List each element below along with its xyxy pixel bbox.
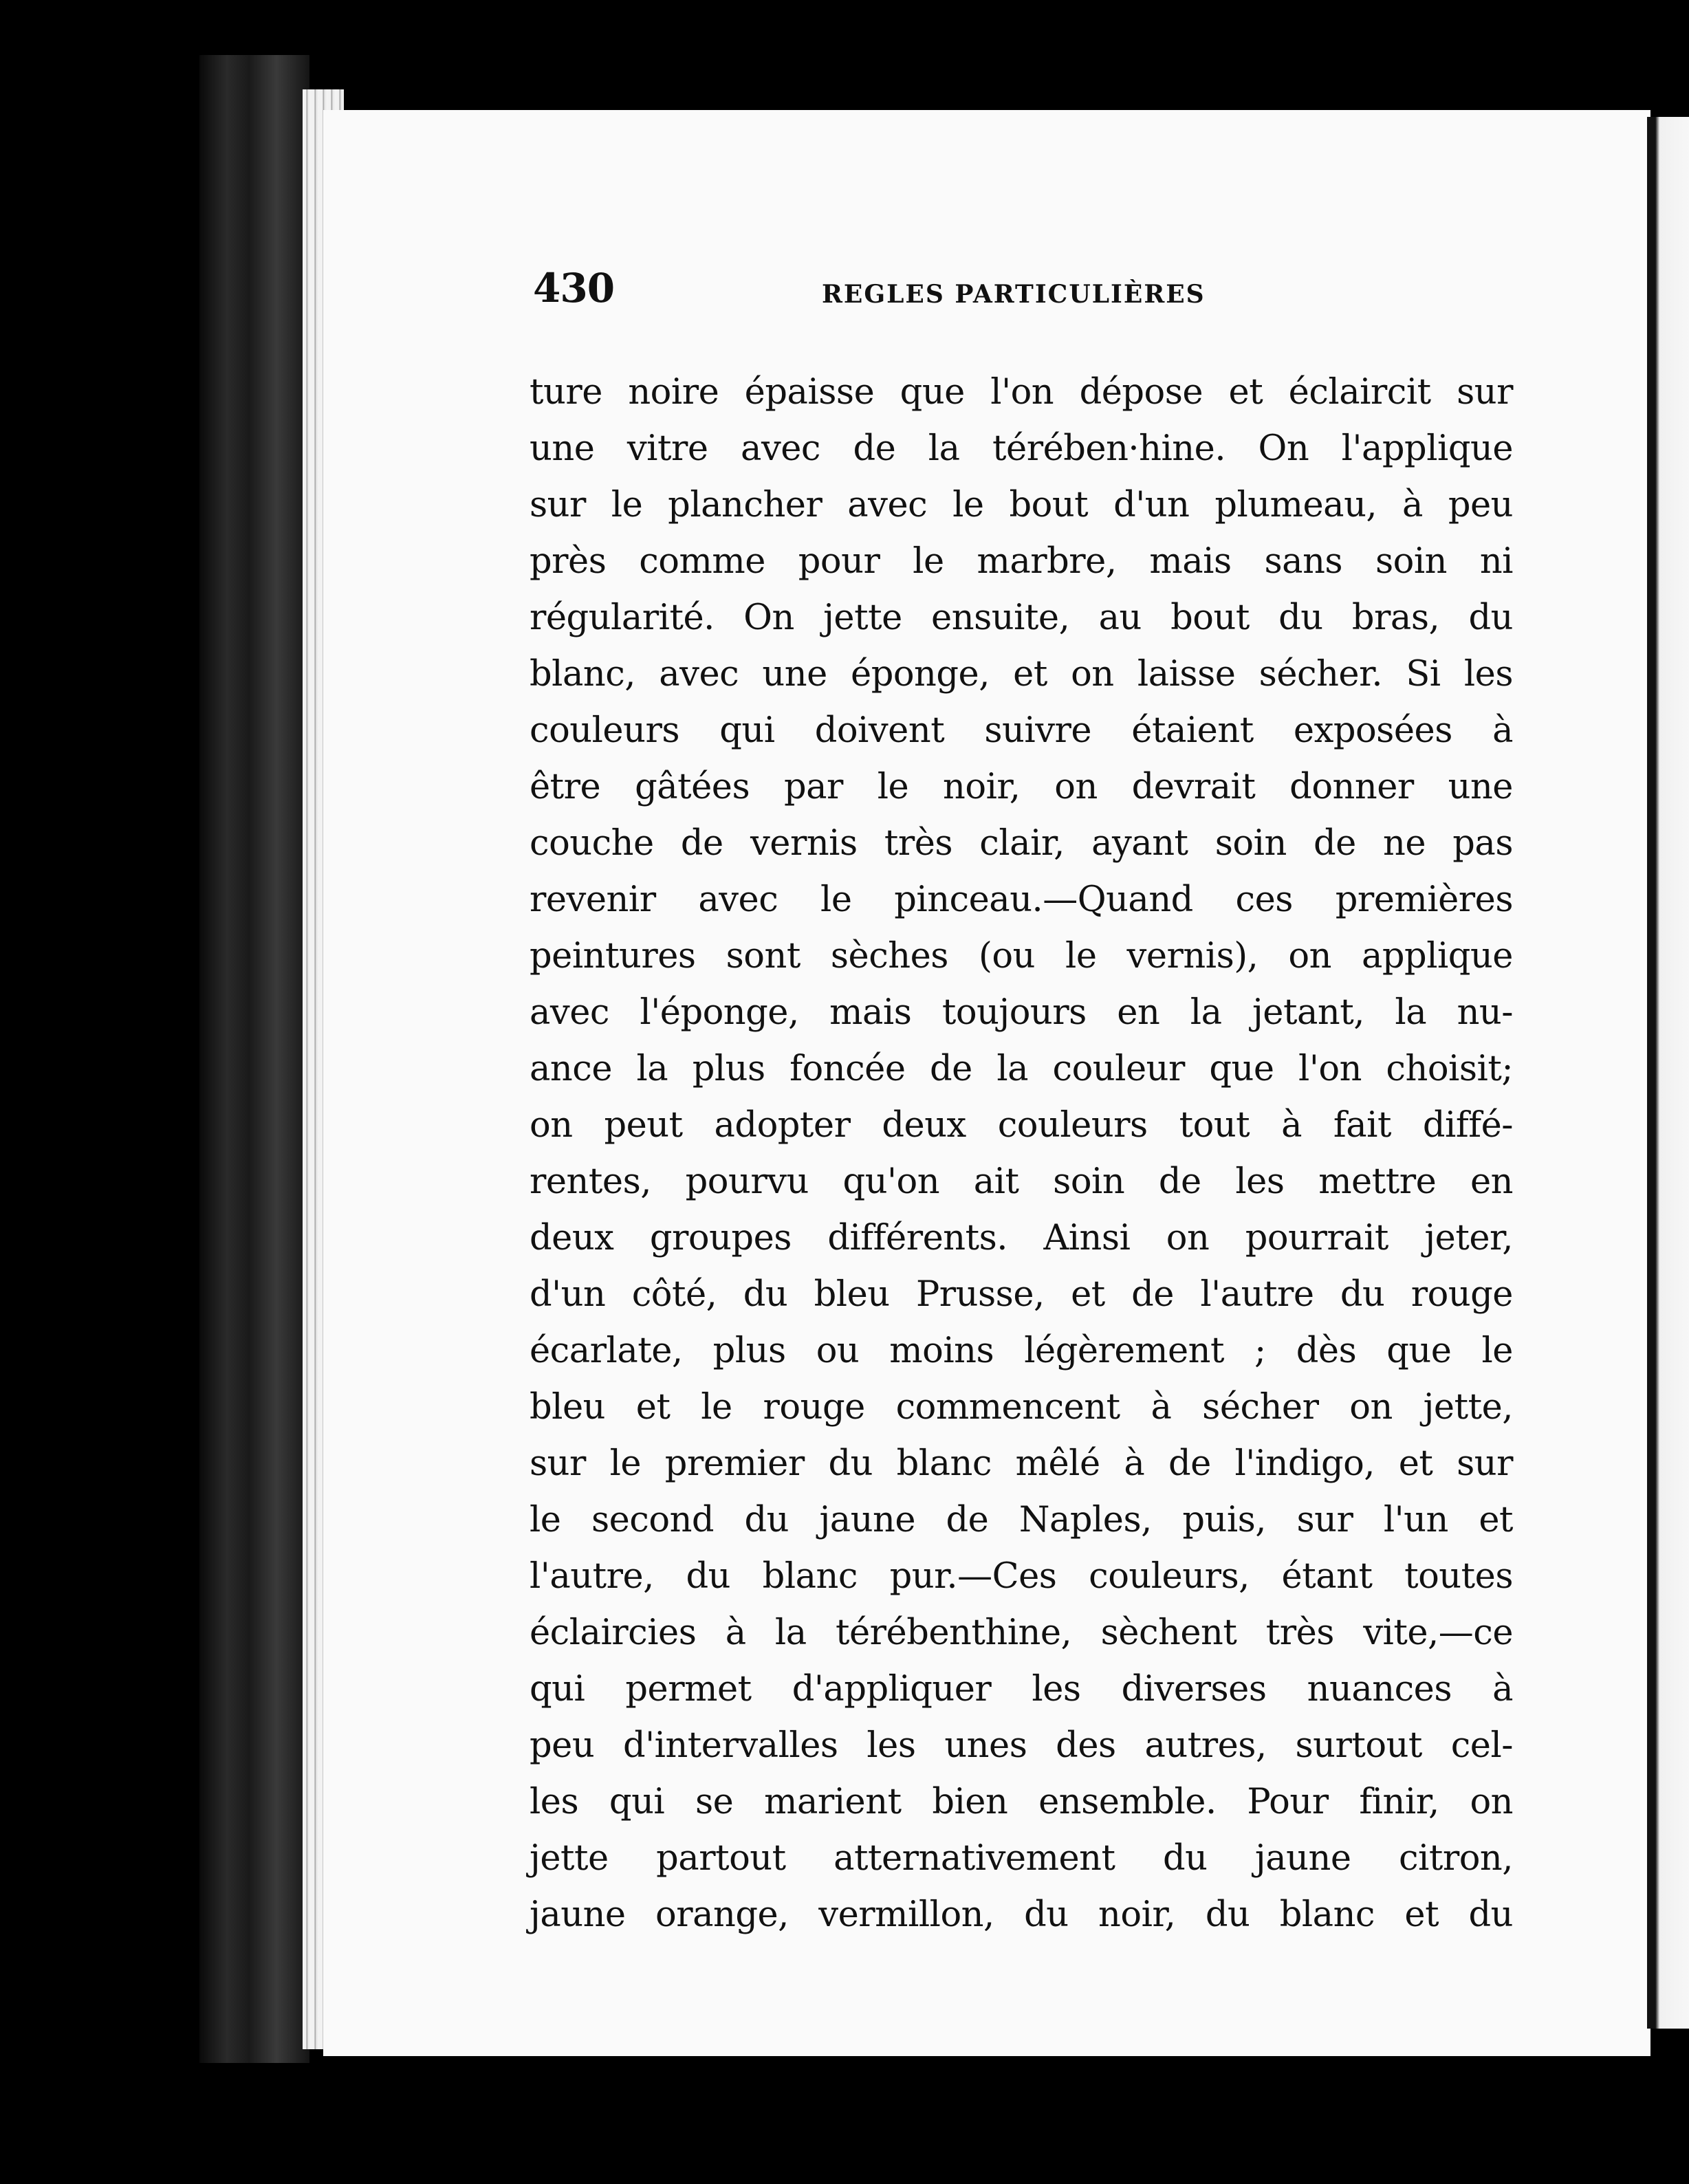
- text-line: deux groupes différents. Ainsi on pourrait jeter,: [530, 1218, 1513, 1258]
- text-line: rentes, pourvu qu'on ait soin de les mettre en: [530, 1161, 1513, 1202]
- running-head: [533, 265, 1289, 327]
- text-line: ture noire épaisse que l'on dépose et éclaircit sur: [530, 372, 1513, 413]
- text-line: l'autre, du blanc pur.—Ces couleurs, étant toutes: [530, 1556, 1513, 1597]
- text-line: jaune orange, vermillon, du noir, du blanc et du: [530, 1894, 1513, 1935]
- text-line: peu d'intervalles les unes des autres, surtout cel-: [530, 1725, 1513, 1766]
- next-page-edge: [1647, 117, 1689, 2029]
- text-line: régularité. On jette ensuite, au bout du bras, du: [530, 598, 1513, 638]
- text-line: le second du jaune de Naples, puis, sur l'un et: [530, 1500, 1513, 1540]
- text-line: couleurs qui doivent suivre étaient exposées à: [530, 710, 1513, 751]
- text-line: une vitre avec de la térében·hine. On l'applique: [530, 428, 1513, 469]
- text-line: jette partout atternativement du jaune citron,: [530, 1838, 1513, 1879]
- text-line: qui permet d'appliquer les diverses nuances à: [530, 1669, 1513, 1710]
- text-line: près comme pour le marbre, mais sans soin ni: [530, 541, 1513, 582]
- text-line: on peut adopter deux couleurs tout à fait diffé-: [530, 1105, 1513, 1146]
- text-line: couche de vernis très clair, ayant soin de ne pas: [530, 823, 1513, 864]
- text-line: avec l'éponge, mais toujours en la jetant, la nu-: [530, 992, 1513, 1033]
- text-line: sur le premier du blanc mêlé à de l'indigo, et sur: [530, 1443, 1513, 1484]
- book-spine: [199, 55, 309, 2063]
- text-line: être gâtées par le noir, on devrait donner une: [530, 767, 1513, 807]
- text-line: éclaircies à la térébenthine, sèchent très vite,—ce: [530, 1613, 1513, 1653]
- text-line: bleu et le rouge commencent à sécher on jette,: [530, 1387, 1513, 1428]
- page-number: 430: [533, 265, 615, 312]
- text-line: sur le plancher avec le bout d'un plumeau, à peu: [530, 485, 1513, 525]
- running-head-title: REGLES PARTICULIÈRES: [822, 280, 1206, 309]
- text-line: peintures sont sèches (ou le vernis), on applique: [530, 936, 1513, 976]
- text-line: ance la plus foncée de la couleur que l'on choisit;: [530, 1049, 1513, 1089]
- text-line: blanc, avec une éponge, et on laisse sécher. Si les: [530, 654, 1513, 695]
- text-line: les qui se marient bien ensemble. Pour finir, on: [530, 1782, 1513, 1822]
- text-line: d'un côté, du bleu Prusse, et de l'autre du rouge: [530, 1274, 1513, 1315]
- text-line: écarlate, plus ou moins légèrement ; dès que le: [530, 1331, 1513, 1371]
- body-text: [530, 364, 1513, 1943]
- text-line: revenir avec le pinceau.—Quand ces premières: [530, 880, 1513, 920]
